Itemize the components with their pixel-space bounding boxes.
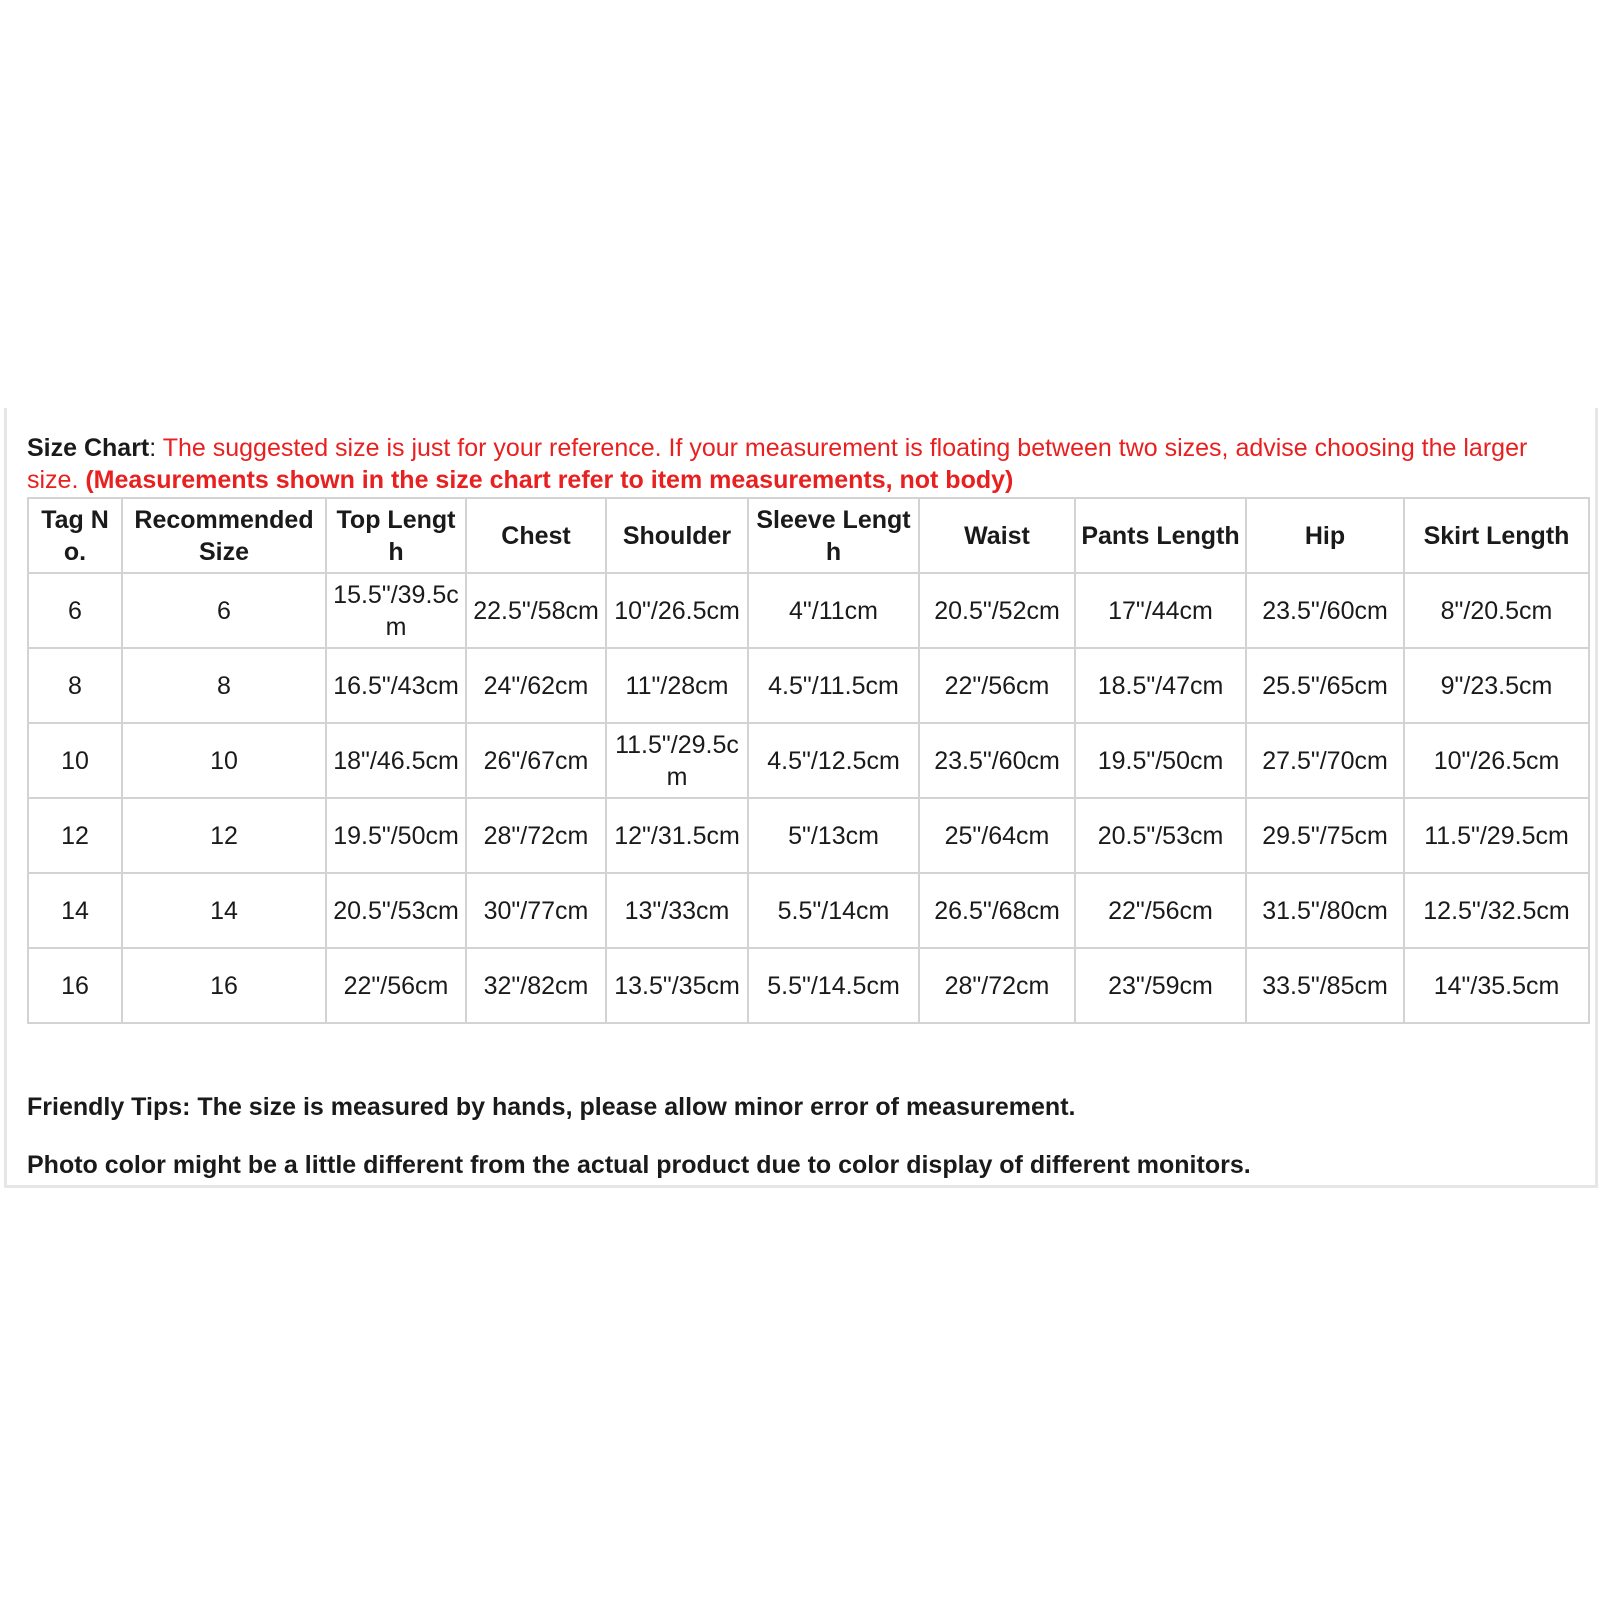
cell-tag-no: 16 (28, 948, 122, 1023)
cell-recommended-size: 16 (122, 948, 326, 1023)
cell-hip: 31.5"/80cm (1246, 873, 1404, 948)
table-row (28, 873, 1589, 948)
header-skirt-length: Skirt Length (1404, 498, 1589, 573)
cell-hip: 27.5"/70cm (1246, 723, 1404, 798)
cell-skirt-length: 8"/20.5cm (1404, 573, 1589, 648)
cell-recommended-size: 8 (122, 648, 326, 723)
cell-shoulder: 12"/31.5cm (606, 798, 748, 873)
cell-shoulder: 11.5"/29.5cm (606, 723, 748, 798)
cell-hip: 33.5"/85cm (1246, 948, 1404, 1023)
cell-sleeve-length: 5.5"/14cm (748, 873, 919, 948)
cell-pants-length: 19.5"/50cm (1075, 723, 1246, 798)
cell-sleeve-length: 4.5"/11.5cm (748, 648, 919, 723)
cell-pants-length: 22"/56cm (1075, 873, 1246, 948)
table-header-row (28, 498, 1589, 573)
cell-recommended-size: 6 (122, 573, 326, 648)
cell-top-length: 15.5"/39.5cm (326, 573, 466, 648)
cell-skirt-length: 10"/26.5cm (1404, 723, 1589, 798)
table-row (28, 723, 1589, 798)
cell-recommended-size: 10 (122, 723, 326, 798)
cell-shoulder: 13"/33cm (606, 873, 748, 948)
cell-waist: 28"/72cm (919, 948, 1075, 1023)
cell-tag-no: 12 (28, 798, 122, 873)
cell-sleeve-length: 5.5"/14.5cm (748, 948, 919, 1023)
cell-skirt-length: 12.5"/32.5cm (1404, 873, 1589, 948)
cell-shoulder: 13.5"/35cm (606, 948, 748, 1023)
cell-tag-no: 14 (28, 873, 122, 948)
table-row (28, 798, 1589, 873)
cell-recommended-size: 14 (122, 873, 326, 948)
size-chart-panel (4, 408, 1598, 1188)
cell-top-length: 19.5"/50cm (326, 798, 466, 873)
header-hip: Hip (1246, 498, 1404, 573)
cell-pants-length: 23"/59cm (1075, 948, 1246, 1023)
cell-pants-length: 18.5"/47cm (1075, 648, 1246, 723)
cell-skirt-length: 14"/35.5cm (1404, 948, 1589, 1023)
size-table (27, 497, 1590, 1024)
cell-waist: 23.5"/60cm (919, 723, 1075, 798)
cell-tag-no: 6 (28, 573, 122, 648)
cell-chest: 26"/67cm (466, 723, 606, 798)
photo-color-disclaimer: Photo color might be a little different from the actual product due to color display of different monitors. (27, 1151, 1251, 1179)
cell-sleeve-length: 5"/13cm (748, 798, 919, 873)
cell-chest: 28"/72cm (466, 798, 606, 873)
cell-sleeve-length: 4.5"/12.5cm (748, 723, 919, 798)
cell-chest: 32"/82cm (466, 948, 606, 1023)
size-chart-label-colon: : (149, 434, 163, 462)
cell-tag-no: 8 (28, 648, 122, 723)
cell-chest: 24"/62cm (466, 648, 606, 723)
cell-hip: 25.5"/65cm (1246, 648, 1404, 723)
cell-hip: 29.5"/75cm (1246, 798, 1404, 873)
cell-waist: 26.5"/68cm (919, 873, 1075, 948)
cell-pants-length: 17"/44cm (1075, 573, 1246, 648)
cell-top-length: 22"/56cm (326, 948, 466, 1023)
cell-top-length: 16.5"/43cm (326, 648, 466, 723)
cell-chest: 22.5"/58cm (466, 573, 606, 648)
cell-waist: 25"/64cm (919, 798, 1075, 873)
cell-top-length: 20.5"/53cm (326, 873, 466, 948)
cell-skirt-length: 9"/23.5cm (1404, 648, 1589, 723)
header-sleeve-length: Sleeve Length (748, 498, 919, 573)
friendly-tips-text: Friendly Tips: The size is measured by hands, please allow minor error of measurement. (27, 1093, 1076, 1121)
cell-tag-no: 10 (28, 723, 122, 798)
table-row (28, 573, 1589, 648)
cell-shoulder: 10"/26.5cm (606, 573, 748, 648)
size-chart-note-bold: (Measurements shown in the size chart refer to item measurements, not body) (85, 466, 1014, 494)
cell-top-length: 18"/46.5cm (326, 723, 466, 798)
size-chart-note: The suggested size is just for your reference. If your measurement is floating between two sizes, advise choosing the larger size. (27, 434, 1528, 494)
header-recommended-size: Recommended Size (122, 498, 326, 573)
cell-waist: 22"/56cm (919, 648, 1075, 723)
size-chart-intro (27, 432, 1579, 496)
cell-chest: 30"/77cm (466, 873, 606, 948)
header-chest: Chest (466, 498, 606, 573)
header-pants-length: Pants Length (1075, 498, 1246, 573)
header-waist: Waist (919, 498, 1075, 573)
size-chart-label: Size Chart (27, 434, 150, 462)
table-row (28, 648, 1589, 723)
cell-waist: 20.5"/52cm (919, 573, 1075, 648)
header-shoulder: Shoulder (606, 498, 748, 573)
table-row (28, 948, 1589, 1023)
header-tag-no: Tag No. (28, 498, 122, 573)
cell-shoulder: 11"/28cm (606, 648, 748, 723)
header-top-length: Top Length (326, 498, 466, 573)
cell-skirt-length: 11.5"/29.5cm (1404, 798, 1589, 873)
cell-recommended-size: 12 (122, 798, 326, 873)
cell-pants-length: 20.5"/53cm (1075, 798, 1246, 873)
cell-sleeve-length: 4"/11cm (748, 573, 919, 648)
cell-hip: 23.5"/60cm (1246, 573, 1404, 648)
